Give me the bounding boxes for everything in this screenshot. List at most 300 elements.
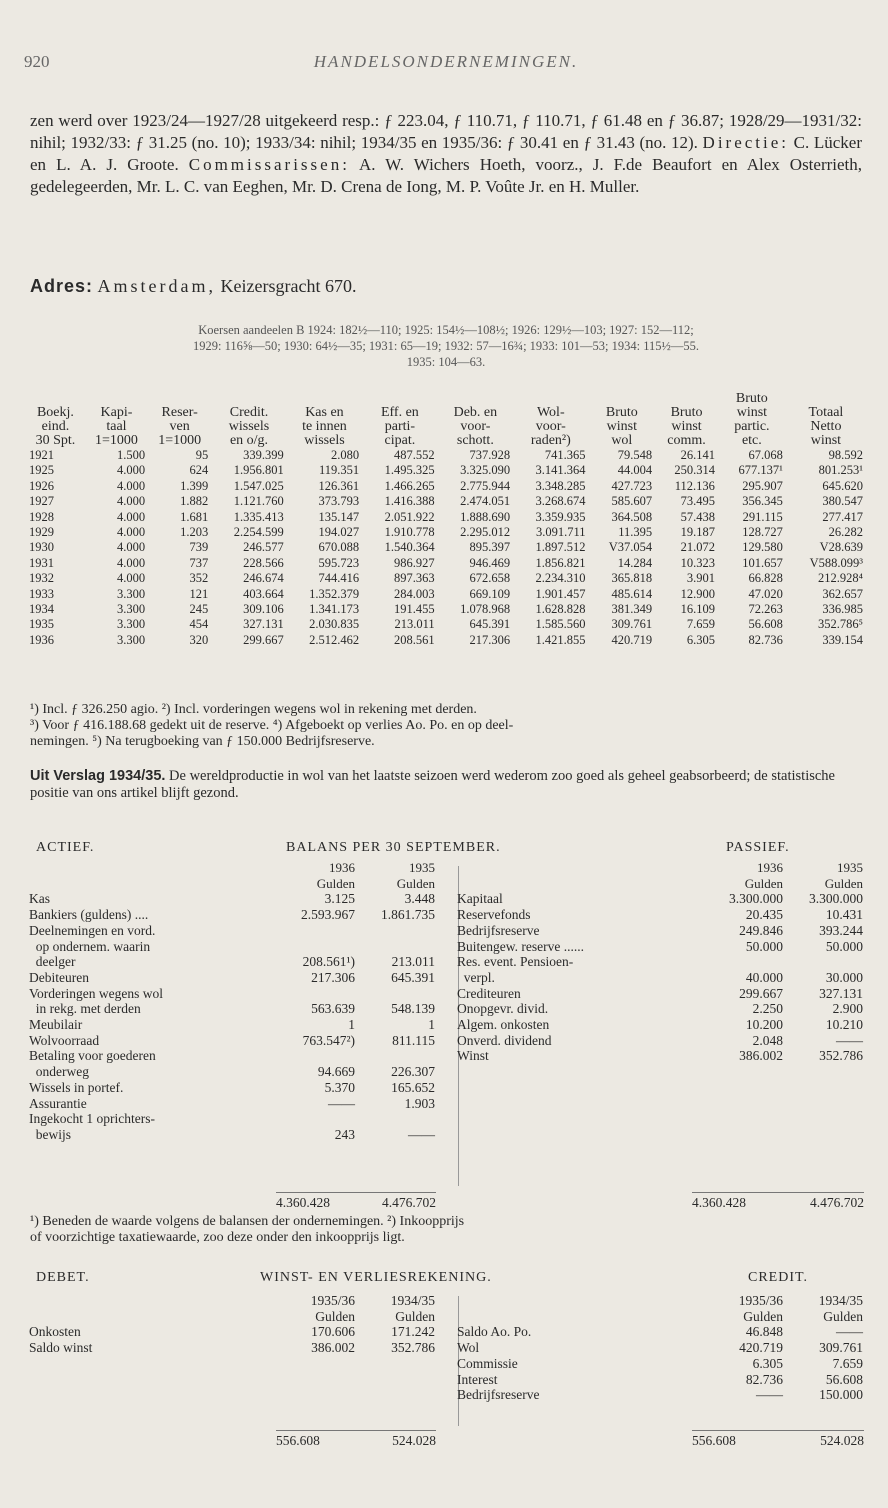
ledger-row <box>454 1372 866 1388</box>
address-line <box>30 276 356 297</box>
table-cell: 677.137¹ <box>738 463 783 478</box>
year-header: 1934/35 <box>818 1293 863 1308</box>
column-header: en o/g. <box>229 433 269 448</box>
column-header: Reser- <box>161 405 198 420</box>
table-cell: 4.000 <box>116 571 146 586</box>
year-header: 1936 <box>329 860 355 875</box>
table-cell: 1928 <box>29 509 54 524</box>
ledger-value: 645.391 <box>391 969 435 985</box>
ledger-label: Interest <box>457 1371 498 1387</box>
footnote-line: nemingen. ⁵) Na terugboeking van ƒ 150.000 Bedrijfsreserve. <box>30 734 375 749</box>
ledger-value: 386.002 <box>739 1048 783 1064</box>
table-cell: 19.187 <box>680 525 715 540</box>
ledger-label: in rekg. met derden <box>29 1001 141 1017</box>
ledger-label: Reservefonds <box>457 907 531 923</box>
table-cell: 3.901 <box>686 571 715 586</box>
table-cell: 895.397 <box>469 540 511 555</box>
table-cell: 309.761 <box>611 617 653 632</box>
share-prices-line: Koersen aandeelen B 1924: 182½—110; 1925: 154½—108½; 1926: 129½—103; 1927: 152—112; <box>198 323 694 337</box>
column-header: winst <box>606 419 637 434</box>
table-cell: 420.719 <box>611 632 653 647</box>
ledger-value: 217.306 <box>311 969 355 985</box>
ledger-row <box>454 1324 866 1340</box>
table-cell: 1.203 <box>180 525 209 540</box>
table-cell: 2.474.051 <box>460 494 511 509</box>
column-header: schott. <box>456 433 494 448</box>
table-cell: 246.577 <box>243 540 284 555</box>
column-header: Totaal <box>808 405 844 420</box>
table-cell: 6.305 <box>686 632 715 647</box>
table-footnotes <box>30 702 862 750</box>
table-cell: 801.253¹ <box>818 463 863 478</box>
balance-footnotes <box>30 1214 862 1246</box>
passief-totals <box>692 1192 864 1210</box>
ledger-value: 94.669 <box>317 1064 355 1080</box>
credit-title: CREDIT. <box>748 1270 809 1285</box>
table-cell: 1925 <box>29 463 54 478</box>
table-cell: 737.928 <box>469 448 511 462</box>
table-cell: 1.352.379 <box>309 586 360 601</box>
table-cell: 3.268.674 <box>535 494 586 509</box>
ledger-row <box>26 1340 438 1356</box>
table-cell: 320 <box>189 632 209 647</box>
column-header: voor- <box>535 419 566 434</box>
table-cell: 381.349 <box>611 602 653 617</box>
table-cell: 277.417 <box>822 509 863 524</box>
ledger-row <box>26 1111 438 1127</box>
column-header: Eff. en <box>380 405 419 420</box>
table-cell: 1.466.265 <box>384 478 435 493</box>
table-cell: 82.736 <box>748 632 783 647</box>
table-cell: 4.000 <box>116 525 146 540</box>
table-cell: 47.020 <box>748 586 783 601</box>
table-cell: 3.141.364 <box>535 463 586 478</box>
table-cell: 121 <box>189 586 209 601</box>
table-cell: 1.416.388 <box>384 494 435 509</box>
total-value: 556.608 <box>276 1433 320 1448</box>
ledger-row <box>26 1127 438 1143</box>
bruto-top-label: Bruto <box>735 391 768 406</box>
table-cell: 1.078.968 <box>460 602 511 617</box>
table-cell: 1921 <box>29 448 54 462</box>
commissarissen-names: A. W. Wichers Hoeth, voorz., J. F.de Beaufort en Alex Osterrieth, gedelegeerden, Mr. L. C. van Eeghen, Mr. D. Crena de Iong, M. P. Voûte Jr. en H. Muller. <box>30 155 863 196</box>
ledger-value <box>358 939 438 955</box>
total-value: 524.028 <box>820 1433 864 1448</box>
ledger-value: 3.125 <box>324 891 355 907</box>
table-row <box>26 556 866 571</box>
table-cell: 14.284 <box>617 555 653 570</box>
table-cell: 427.723 <box>611 478 653 493</box>
table-cell: V37.054 <box>608 540 653 555</box>
ledger-value: 10.431 <box>825 907 863 923</box>
table-row <box>26 494 866 509</box>
balance-title: BALANS PER 30 SEPTEMBER. <box>286 840 501 855</box>
table-cell: 1935 <box>29 617 54 632</box>
ledger-label: Debiteuren <box>29 969 89 985</box>
column-header: taal <box>106 419 127 434</box>
ledger-label: Deelnemingen en vord. <box>29 922 156 938</box>
table-cell: 3.091.711 <box>535 525 586 540</box>
ledger-value: 7.659 <box>832 1355 863 1371</box>
table-cell: V588.099³ <box>809 555 863 570</box>
report-excerpt <box>30 768 862 802</box>
ledger-row <box>26 954 438 970</box>
ledger-value <box>786 954 866 970</box>
table-cell: 1.547.025 <box>233 478 284 493</box>
table-cell: 4.000 <box>116 478 146 493</box>
ledger-label: Bedrijfsreserve <box>457 922 540 938</box>
ledger-value: 352.786 <box>819 1048 863 1064</box>
ledger-row <box>26 1033 438 1049</box>
table-cell: 129.580 <box>742 540 783 555</box>
table-cell: 946.469 <box>469 555 511 570</box>
table-cell: 57.438 <box>680 509 715 524</box>
table-cell: 250.314 <box>674 463 715 478</box>
ledger-label: Assurantie <box>29 1095 87 1111</box>
ledger-value: 3.300.000 <box>729 891 783 907</box>
column-header: winst <box>671 419 702 434</box>
address-city: Amsterdam, <box>97 276 216 296</box>
table-cell: 1.500 <box>116 448 146 462</box>
ledger-row <box>26 1064 438 1080</box>
ledger-row <box>454 1387 866 1403</box>
table-cell: 3.300 <box>116 586 146 601</box>
ledger-label: Meubilair <box>29 1017 83 1033</box>
table-cell: 1.121.760 <box>233 494 284 509</box>
table-cell: 295.907 <box>742 478 783 493</box>
column-header: Bruto <box>605 405 638 420</box>
table-cell: 2.234.310 <box>535 571 586 586</box>
column-header: raden²) <box>530 433 571 448</box>
ledger-value: 6.305 <box>752 1355 783 1371</box>
table-cell: 66.828 <box>748 571 783 586</box>
ledger-row <box>454 939 866 955</box>
ledger-row <box>454 1340 866 1356</box>
ledger-label: Winst <box>457 1048 489 1064</box>
pl-credit-table <box>454 1293 866 1403</box>
column-header: wol <box>611 433 633 448</box>
pl-title: WINST- EN VERLIESREKENING. <box>260 1270 492 1285</box>
ledger-value: 150.000 <box>819 1387 863 1403</box>
table-cell: 2.254.599 <box>233 525 284 540</box>
credit-totals <box>692 1430 864 1448</box>
table-cell: 1.888.690 <box>460 509 511 524</box>
ledger-label: Commissie <box>457 1355 518 1371</box>
table-cell: 119.351 <box>319 463 360 478</box>
table-cell: 1932 <box>29 571 54 586</box>
ledger-value <box>704 954 786 970</box>
table-cell: 245 <box>189 602 209 617</box>
ledger-value: —— <box>408 1126 435 1142</box>
ledger-value: 563.639 <box>311 1001 355 1017</box>
ledger-value: 56.608 <box>825 1371 863 1387</box>
table-cell: V28.639 <box>819 540 863 555</box>
table-cell: 1.585.560 <box>535 617 586 632</box>
table-cell: 1.897.512 <box>535 540 586 555</box>
ledger-value <box>276 923 358 939</box>
ledger-value: 763.547²) <box>302 1032 355 1048</box>
ledger-value: 50.000 <box>745 938 783 954</box>
ledger-label: Crediteuren <box>457 985 521 1001</box>
table-cell: 737 <box>189 555 209 570</box>
table-cell: 10.323 <box>680 555 715 570</box>
column-header: Credit. <box>229 405 269 420</box>
ledger-value: 2.900 <box>832 1001 863 1017</box>
ledger-label: Saldo winst <box>29 1340 93 1356</box>
table-cell: 352.786⁵ <box>818 617 863 632</box>
ledger-label: Kas <box>29 891 50 907</box>
ledger-value: 208.561¹) <box>302 954 355 970</box>
table-cell: 1927 <box>29 494 54 509</box>
ledger-row <box>26 891 438 907</box>
ledger-label: onderweg <box>29 1064 89 1080</box>
year-header: 1935 <box>409 860 435 875</box>
table-cell: 986.927 <box>394 555 435 570</box>
table-cell: 1.882 <box>180 494 209 509</box>
balance-actief-table <box>26 860 438 1143</box>
ledger-label: op ondernem. waarin <box>29 938 151 954</box>
ledger-row <box>26 1324 438 1340</box>
ledger-label: Onopgevr. divid. <box>457 1001 549 1017</box>
table-cell: 1.495.325 <box>384 463 435 478</box>
ledger-row <box>454 954 866 970</box>
ledger-row <box>454 1017 866 1033</box>
table-cell: 11.395 <box>618 525 653 540</box>
ledger-value: 2.593.967 <box>301 907 355 923</box>
column-header: eind. <box>41 419 70 434</box>
table-cell: 4.000 <box>116 463 146 478</box>
share-prices <box>30 322 862 370</box>
table-cell: 191.455 <box>394 602 435 617</box>
table-row <box>26 463 866 478</box>
year-header: 1935/36 <box>310 1293 355 1308</box>
table-cell: 299.667 <box>243 632 284 647</box>
ledger-label: Bedrijfsreserve <box>457 1387 540 1403</box>
table-cell: 73.495 <box>680 494 715 509</box>
total-value: 4.476.702 <box>382 1195 436 1210</box>
table-cell: 645.620 <box>822 478 863 493</box>
table-cell: 16.109 <box>680 602 715 617</box>
table-cell: 2.080 <box>331 448 360 462</box>
ledger-value <box>358 1111 438 1127</box>
footnote-line: of voorzichtige taxatiewaarde, zoo deze onder den inkoopprijs ligt. <box>30 1230 405 1245</box>
table-row <box>26 633 866 648</box>
unit-header: Gulden <box>395 1308 435 1324</box>
ledger-label: Onkosten <box>29 1324 81 1340</box>
table-cell: 380.547 <box>822 494 863 509</box>
table-cell: 3.300 <box>116 617 146 632</box>
table-cell: 126.361 <box>318 478 360 493</box>
table-cell: 585.607 <box>611 494 653 509</box>
table-cell: 645.391 <box>469 617 511 632</box>
total-value: 4.476.702 <box>810 1195 864 1210</box>
table-cell: 336.985 <box>822 602 863 617</box>
table-cell: 362.657 <box>822 586 863 601</box>
table-cell: 669.109 <box>469 586 511 601</box>
table-row <box>26 617 866 632</box>
address-label: Adres: <box>30 276 94 296</box>
table-cell: 1936 <box>29 632 54 647</box>
table-cell: 1.956.801 <box>233 463 284 478</box>
table-cell: 365.818 <box>611 571 653 586</box>
ledger-label: Kapitaal <box>457 891 503 907</box>
table-cell: 4.000 <box>116 540 146 555</box>
table-cell: 44.004 <box>617 463 653 478</box>
table-row <box>26 540 866 555</box>
table-cell: 128.727 <box>742 525 783 540</box>
table-cell: 79.548 <box>617 448 653 462</box>
ledger-value: 20.435 <box>745 907 783 923</box>
ledger-value: —— <box>836 1032 863 1048</box>
total-value: 524.028 <box>392 1433 436 1448</box>
table-cell: 4.000 <box>116 494 146 509</box>
intro-paragraph <box>30 110 862 198</box>
ledger-value: 393.244 <box>819 922 863 938</box>
table-cell: 284.003 <box>394 586 435 601</box>
table-cell: 1.910.778 <box>384 525 435 540</box>
ledger-value: 3.300.000 <box>809 891 863 907</box>
column-header: partic. <box>734 419 770 434</box>
debet-title: DEBET. <box>36 1270 90 1285</box>
ledger-row <box>454 1001 866 1017</box>
ledger-value: 1.903 <box>404 1095 435 1111</box>
unit-header: Gulden <box>744 875 783 891</box>
table-row <box>26 479 866 494</box>
ledger-value <box>358 923 438 939</box>
ledger-label: Buitengew. reserve ...... <box>457 938 584 954</box>
table-cell: 26.141 <box>680 448 715 462</box>
table-cell: 213.011 <box>394 617 435 632</box>
total-value: 4.360.428 <box>276 1195 330 1210</box>
table-cell: 454 <box>189 617 209 632</box>
ledger-row <box>454 923 866 939</box>
ledger-row <box>454 891 866 907</box>
column-header: ven <box>169 419 190 434</box>
ledger-row <box>26 986 438 1002</box>
column-header: etc. <box>741 433 762 448</box>
table-cell: 4.000 <box>116 509 146 524</box>
table-cell: 1.681 <box>180 509 209 524</box>
table-cell: 309.106 <box>243 602 284 617</box>
directie-label: Directie: <box>702 133 790 152</box>
table-cell: 194.027 <box>318 525 360 540</box>
report-label: Uit Verslag 1934/35. <box>30 768 166 784</box>
ledger-row <box>454 970 866 986</box>
table-row <box>26 525 866 540</box>
table-cell: 2.512.462 <box>309 632 360 647</box>
column-header: Kas en <box>305 405 344 420</box>
page-header <box>24 52 862 76</box>
page-number: 920 <box>24 52 50 71</box>
table-cell: 12.900 <box>680 586 715 601</box>
table-cell: 339.399 <box>243 448 284 462</box>
column-header: Boekj. <box>36 405 74 420</box>
table-cell: 1.856.821 <box>535 555 586 570</box>
year-header: 1936 <box>757 860 783 875</box>
footnote-line: ¹) Beneden de waarde volgens de balansen der ondernemingen. ²) Inkoopprijs <box>30 1214 465 1229</box>
ledger-label: verpl. <box>457 969 495 985</box>
ledger-row <box>26 939 438 955</box>
ledger-value: 5.370 <box>324 1079 355 1095</box>
column-header: Netto <box>810 419 842 434</box>
table-row <box>26 510 866 525</box>
table-row <box>26 448 866 463</box>
table-cell: 352 <box>189 571 209 586</box>
column-header: comm. <box>667 433 706 448</box>
column-header: Kapi- <box>100 405 133 420</box>
table-cell: 364.508 <box>611 509 653 524</box>
column-header: 1=1000 <box>95 433 138 448</box>
column-header: wissels <box>304 433 345 448</box>
table-cell: 739 <box>189 540 209 555</box>
table-cell: 56.608 <box>748 617 783 632</box>
table-cell: 228.566 <box>243 555 284 570</box>
unit-header: Gulden <box>743 1308 783 1324</box>
pl-debet-table <box>26 1293 438 1356</box>
ledger-row <box>26 907 438 923</box>
ledger-value: —— <box>756 1387 783 1403</box>
table-cell: 3.325.090 <box>460 463 511 478</box>
report-text: De wereldproductie in wol van het laatste seizoen werd wederom zoo goed als geheel geabsorbeerd; de statistische positie van ons artikel blijft gezond. <box>30 768 835 801</box>
year-header: 1934/35 <box>390 1293 435 1308</box>
table-cell: 3.300 <box>116 632 146 647</box>
table-cell: 67.068 <box>748 448 783 462</box>
table-cell: 1.399 <box>180 478 209 493</box>
column-header: te innen <box>302 419 347 434</box>
table-cell: 26.282 <box>828 525 863 540</box>
ledger-label: Wissels in portef. <box>29 1079 124 1095</box>
year-header: 1935/36 <box>738 1293 783 1308</box>
table-cell: 2.775.944 <box>460 478 511 493</box>
table-cell: 1.628.828 <box>535 602 586 617</box>
table-cell: 1.901.457 <box>535 586 586 601</box>
ledger-value: 299.667 <box>739 985 783 1001</box>
table-cell: 72.263 <box>748 602 783 617</box>
ledger-value: 327.131 <box>819 985 863 1001</box>
unit-header: Gulden <box>824 875 863 891</box>
table-cell: 21.072 <box>680 540 715 555</box>
ledger-label: Wolvoorraad <box>29 1032 100 1048</box>
ledger-label: Res. event. Pensioen- <box>457 954 574 970</box>
ledger-row <box>26 1048 438 1064</box>
table-cell: 1.421.855 <box>535 632 586 647</box>
table-cell: 98.592 <box>828 448 863 462</box>
ledger-value: 352.786 <box>391 1340 435 1356</box>
ledger-label: Bankiers (guldens) .... <box>29 907 149 923</box>
financial-history-table <box>26 392 866 648</box>
ledger-row <box>454 907 866 923</box>
table-cell: 95 <box>195 448 209 462</box>
ledger-value: 82.736 <box>745 1371 783 1387</box>
table-cell: 744.416 <box>318 571 360 586</box>
ledger-value: 1 <box>348 1017 355 1033</box>
table-cell: 1934 <box>29 602 54 617</box>
ledger-value: 50.000 <box>825 938 863 954</box>
column-header: voor- <box>460 419 491 434</box>
table-cell: 3.300 <box>116 602 146 617</box>
ledger-row <box>454 986 866 1002</box>
table-cell: 1.335.413 <box>233 509 284 524</box>
unit-header: Gulden <box>316 875 355 891</box>
table-cell: 741.365 <box>544 448 586 462</box>
table-cell: 3.348.285 <box>535 478 586 493</box>
ledger-value: 30.000 <box>825 969 863 985</box>
table-cell: 1926 <box>29 478 54 493</box>
table-cell: 356.345 <box>742 494 783 509</box>
table-cell: 217.306 <box>469 632 511 647</box>
table-cell: 2.051.922 <box>384 509 435 524</box>
unit-header: Gulden <box>823 1308 863 1324</box>
